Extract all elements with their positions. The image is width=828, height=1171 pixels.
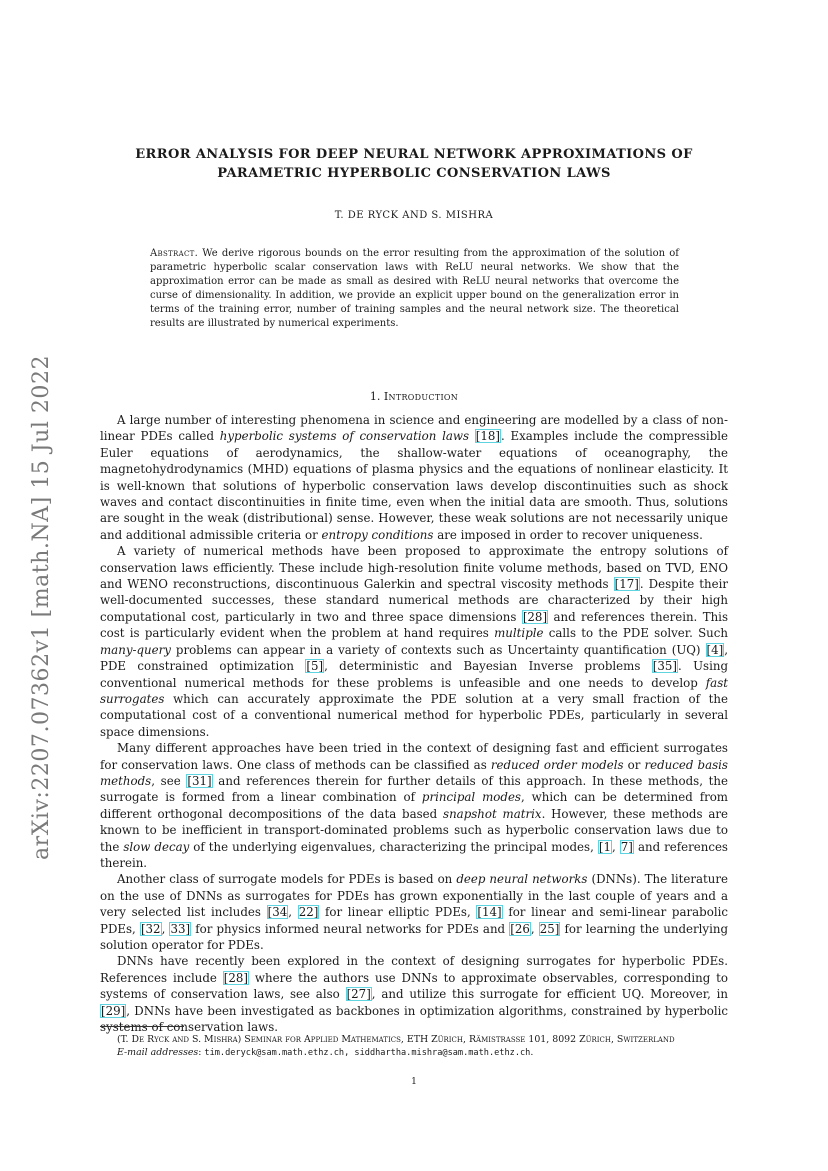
text-run: A large number of interesting phenomena in science and engineering are modelled by a class of non-linear PDEs called [100, 413, 728, 444]
email-colon: : [198, 1047, 205, 1058]
email-line [100, 1046, 728, 1060]
text-run: for linear and semi-linear parabolic PDEs, [100, 905, 728, 936]
text-run: for linear elliptic PDEs, [319, 905, 477, 920]
citation-link[interactable]: [1 [598, 839, 611, 854]
text-run: are imposed in order to recover uniqueness. [433, 527, 703, 542]
citation-link[interactable]: [18] [475, 429, 501, 444]
text-run: calls to the PDE solver. Such [543, 626, 728, 641]
section-title: Introduction [383, 390, 459, 403]
text-run: , and utilize this surrogate for efficient UQ. Moreover, in [371, 987, 728, 1002]
text-run: A variety of numerical methods have been proposed to approximate the entropy solutions of conservation laws efficiently. These include high-resolution finite volume methods, based on TVD, ENO and WENO reconstructions, discontinuous Galerkin and spectral viscosity methods [100, 544, 728, 592]
abstract [150, 247, 679, 331]
title-line-2: PARAMETRIC HYPERBOLIC CONSERVATION LAWS [217, 166, 611, 181]
text-run: . Using conventional numerical methods for these problems is unfeasible and one needs to develop [100, 659, 728, 690]
text-run: which can accurately approximate the PDE solution at a very small fraction of the computational cost of a conventional numerical method for hyperbolic PDEs, particularly in several space dimensions. [100, 691, 728, 739]
citation-link[interactable]: [28] [223, 970, 248, 985]
citation-link[interactable]: [27] [346, 987, 371, 1002]
abstract-text: We derive rigorous bounds on the error resulting from the approximation of the solution of parametric hyperbolic scalar conservation laws with ReLU neural networks. We show that the approximation error can be made as small as desired with ReLU neural networks that overcome the curse of dimensionality. In addition, we provide an explicit upper bound on the generalization error in terms of the training error, number of training samples and the neural network size. The theoretical results are illustrated by numerical experiments. [150, 248, 679, 329]
text-run: . Examples include the compressible Euler equations of aerodynamics, the shallow-water equations of oceanography, the magnetohydrodynamics (MHD) equations of plasma physics and the equations of nonlinear elasticity. It is well-known that solutions of hyperbolic conservation laws develop discontinuities such as shock waves and contact discontinuities in finite time, even when the initial data are smooth. Thus, solutions are sought in the weak (distributional) sense. However, these weak solutions are not necessarily unique and additional admissible criteria or [100, 429, 729, 542]
paragraph-2 [100, 543, 728, 740]
paragraph-1 [100, 412, 728, 543]
citation-link[interactable]: [32 [140, 921, 161, 936]
citation-link[interactable]: [31] [187, 773, 212, 788]
emphasis: hyperbolic systems of conservation laws [219, 429, 470, 444]
citation-link[interactable]: [14] [477, 905, 502, 920]
citation-link[interactable]: [29] [101, 1003, 126, 1018]
text-run: and references therein. [100, 839, 728, 870]
citation-link[interactable]: 25] [539, 921, 560, 936]
text-run: , DNNs have been investigated as backbones in optimization algorithms, constrained by hyperbolic systems of conservation laws. [100, 1003, 728, 1035]
emphasis: snapshot matrix [443, 806, 542, 821]
emphasis: fast surrogates [100, 675, 728, 706]
emphasis: entropy conditions [321, 527, 434, 542]
paragraph-4 [100, 871, 728, 953]
citation-link[interactable]: [5] [306, 659, 324, 674]
text-run: . However, these methods are known to be inefficient in transport-dominated problems such as hyperbolic conservation laws due to the [100, 806, 728, 854]
emphasis: multiple [494, 626, 544, 641]
text-run: , PDE constrained optimization [100, 642, 728, 674]
text-run: , see [151, 773, 187, 788]
text-run: (DNNs). The literature on the use of DNNs as surrogates for PDEs has grown exponentially in the last couple of years and a very selected list includes [100, 872, 728, 920]
text-run: Many different approaches have been tried in the context of designing fast and efficient surrogates for conservation laws. One class of methods can be classified as [100, 741, 728, 772]
abstract-label: Abstract. [150, 248, 199, 259]
citation-link[interactable]: 22] [298, 905, 319, 920]
text-run: where the authors use DNNs to approximate observables, corresponding to systems of conservation laws, see also [100, 970, 728, 1002]
text-run: for physics informed neural networks for PDEs and [191, 921, 510, 936]
title-line-1: ERROR ANALYSIS FOR DEEP NEURAL NETWORK APPROXIMATIONS OF [135, 147, 693, 162]
citation-link[interactable]: [35] [652, 659, 677, 674]
text-run: . Despite their well-documented successes, these standard numerical methods are characterized by their high computational cost, particularly in two and three space dimensions [100, 577, 728, 624]
text-run: DNNs have recently been explored in the context of designing surrogates for hyperbolic PDEs. References include [100, 954, 728, 985]
citation-link[interactable]: [34 [267, 905, 288, 920]
paper-title [100, 145, 728, 183]
emphasis: many-query [100, 642, 171, 657]
citation-link[interactable]: [4] [706, 642, 724, 657]
email-addresses[interactable]: tim.deryck@sam.math.ethz.ch, siddhartha.mishra@sam.math.ethz.ch [204, 1048, 531, 1058]
arxiv-identifier-text: arXiv:2207.07362v1 [math.NA] 15 Jul 2022 [29, 356, 54, 860]
text-run: , [530, 921, 539, 936]
page-number: 1 [411, 1077, 417, 1087]
text-run: , which can be determined from different orthogonal decompositions of the data based [100, 790, 728, 821]
citation-link[interactable]: 33] [170, 921, 191, 936]
emphasis: reduced order models [490, 757, 624, 772]
text-run: , [161, 921, 170, 936]
text-run: and references therein. This cost is particularly evident when the problem at hand requires [100, 609, 728, 641]
citation-link[interactable]: [17] [614, 577, 639, 592]
text-run: , [612, 839, 620, 854]
text-run: Another class of surrogate models for PDEs is based on [117, 872, 457, 887]
text-run [469, 429, 475, 443]
text-run: problems can appear in a variety of contexts such as Uncertainty quantification (UQ) [170, 642, 706, 657]
arxiv-identifier [10, 350, 64, 870]
body-text [100, 412, 728, 1035]
emphasis: principal modes [421, 790, 521, 805]
emphasis: reduced basis methods [100, 757, 728, 788]
text-run: or [623, 757, 645, 772]
text-run: , [288, 905, 298, 920]
paragraph-5 [100, 953, 728, 1035]
authors: T. DE RYCK AND S. MISHRA [334, 210, 494, 221]
citation-link[interactable]: [26 [510, 921, 530, 936]
emphasis: slow decay [123, 839, 190, 854]
author-affiliation: (T. De Ryck and S. Mishra) Seminar for Applied Mathematics, ETH Zürich, Rämistrasse 101, 8092 Zürich, Switzerland [117, 1034, 675, 1045]
emphasis: deep neural networks [456, 872, 588, 887]
citation-link[interactable]: 7] [620, 839, 633, 854]
paragraph-3 [100, 740, 728, 871]
footnote-divider [100, 1026, 184, 1027]
email-label: E-mail addresses [117, 1047, 199, 1058]
text-run: and references therein for further details of this approach. In these methods, the surrogate is formed from a linear combination of [100, 773, 728, 805]
text-run: , deterministic and Bayesian Inverse problems [324, 659, 652, 674]
text-run: for learning the underlying solution operator for PDEs. [100, 921, 729, 952]
footnote [100, 1033, 728, 1060]
citation-link[interactable]: [28] [522, 609, 548, 624]
section-number: 1. [369, 390, 381, 403]
text-run: of the underlying eigenvalues, characterizing the principal modes, [189, 839, 598, 854]
section-heading [100, 390, 728, 403]
email-period: . [530, 1047, 534, 1058]
